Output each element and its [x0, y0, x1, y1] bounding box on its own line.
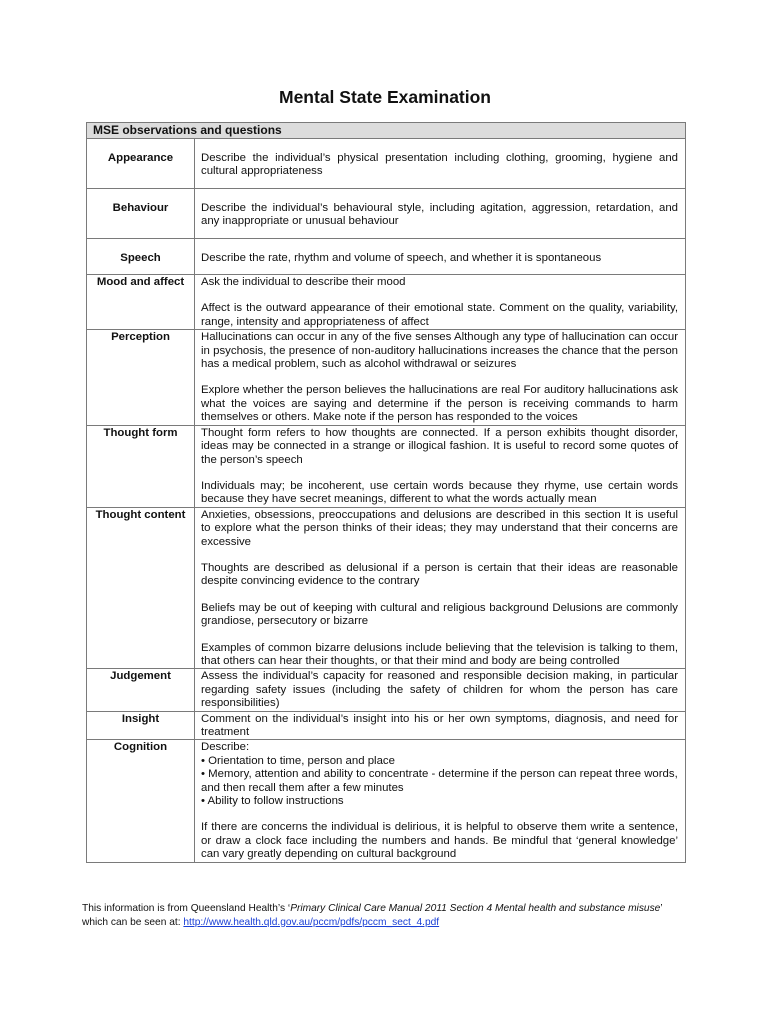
- row-label: Speech: [87, 238, 195, 274]
- paragraph: Thought form refers to how thoughts are connected. If a person exhibits thought disorder, ideas may be connected in a strange or illogical fashion. It is useful to record some quotes of the person’s speech: [201, 426, 679, 466]
- paragraph: Comment on the individual’s insight into his or her own symptoms, diagnosis, and need for treatment: [201, 712, 679, 738]
- row-label: Insight: [87, 711, 195, 740]
- table-row-cognition: [87, 740, 686, 862]
- list-item: • Orientation to time, person and place: [201, 754, 395, 767]
- paragraph: Describe the rate, rhythm and volume of speech, and whether it is spontaneous: [201, 251, 602, 264]
- row-label: Thought form: [87, 425, 195, 507]
- row-description: [195, 740, 686, 862]
- table-row-behaviour: [87, 188, 686, 238]
- paragraph: If there are concerns the individual is delirious, it is helpful to observe them write a sentence, or draw a clock face including the numbers and hands. Be mindful that ‘general knowledge’ can vary greatly depending on cultural background: [201, 821, 679, 861]
- paragraph: Thoughts are described as delusional if a person is certain that their ideas are reasonable despite convincing evidence to the contrary: [201, 561, 679, 588]
- paragraph: Explore whether the person believes the hallucinations are real For auditory hallucinations ask what the voices are saying and determine if the person is receiving commands to harm themselves or others. Make note if the person has responded to the voices: [201, 384, 679, 424]
- cognition-list: [201, 741, 678, 808]
- paragraph: Describe the individual’s physical presentation including clothing, grooming, hygiene and cultural appropriateness: [201, 152, 679, 178]
- table-row-mood-affect: [87, 275, 686, 330]
- table-row-speech: [87, 238, 686, 274]
- table-header-row: [87, 123, 686, 139]
- table-header: MSE observations and questions: [87, 123, 686, 139]
- row-label: Mood and affect: [87, 275, 195, 330]
- row-description: [195, 330, 686, 425]
- source-footnote: [82, 902, 682, 929]
- paragraph: Ask the individual to describe their mood: [201, 276, 406, 289]
- row-description: [195, 669, 686, 711]
- mse-table: [86, 122, 686, 863]
- source-link[interactable]: http://www.health.qld.gov.au/pccm/pdfs/pccm_sect_4.pdf: [183, 916, 440, 928]
- footnote-prefix: This information is from Queensland Health’s ‘: [82, 903, 291, 914]
- table-row-appearance: [87, 139, 686, 189]
- row-description: [195, 188, 686, 238]
- row-description: [195, 711, 686, 740]
- paragraph: Describe the individual’s behavioural style, including agitation, aggression, retardation, and any inappropriate or unusual behaviour: [201, 201, 679, 228]
- row-description: [195, 507, 686, 669]
- table-row-judgement: [87, 669, 686, 711]
- paragraph: Individuals may; be incoherent, use certain words because they rhyme, use certain words because they have secret meanings, different to what the words actually mean: [201, 479, 679, 506]
- row-label: Appearance: [87, 139, 195, 189]
- row-label: Perception: [87, 330, 195, 425]
- list-item: • Memory, attention and ability to concentrate - determine if the person can repeat three words, and then recall them after a few minutes: [201, 768, 678, 794]
- paragraph: Affect is the outward appearance of their emotional state. Comment on the quality, variability, range, intensity and appropriateness of affect: [201, 302, 679, 328]
- table-row-perception: [87, 330, 686, 425]
- row-label: Behaviour: [87, 188, 195, 238]
- list-item: • Ability to follow instructions: [201, 795, 344, 808]
- paragraph: Beliefs may be out of keeping with cultural and religious background Delusions are commonly grandiose, persecutory or bizarre: [201, 601, 679, 628]
- paragraph: Assess the individual’s capacity for reasoned and responsible decision making, in particular regarding safety issues (including the safety of children for whom the person has care responsibilities): [201, 670, 679, 710]
- page-title: Mental State Examination: [279, 87, 491, 107]
- row-description: [195, 139, 686, 189]
- paragraph: Examples of common bizarre delusions include believing that the television is talking to them, that others can hear their thoughts, or that their mind and body are being controlled: [201, 641, 679, 667]
- paragraph: Hallucinations can occur in any of the five senses Although any type of hallucination can occur in psychosis, the presence of non-auditory hallucinations increases the chance that the person has a medical problem, such as alcohol withdrawal or seizures: [201, 331, 679, 371]
- table-row-insight: [87, 711, 686, 740]
- row-description: [195, 275, 686, 330]
- source-title: Primary Clinical Care Manual 2011 Section 4 Mental health and substance misuse: [290, 903, 661, 914]
- row-description: [195, 238, 686, 274]
- table-row-thought-content: [87, 507, 686, 669]
- table-row-thought-form: [87, 425, 686, 507]
- row-label: Judgement: [87, 669, 195, 711]
- footnote-middle: ’ which can be seen at:: [82, 903, 663, 928]
- row-description: [195, 425, 686, 507]
- list-intro: Describe:: [201, 741, 250, 754]
- paragraph: Anxieties, obsessions, preoccupations and delusions are described in this section It is useful to explore what the person thinks of their ideas; they may understand that their concerns are excessive: [201, 508, 679, 548]
- row-label: Cognition: [87, 740, 195, 862]
- row-label: Thought content: [87, 507, 195, 669]
